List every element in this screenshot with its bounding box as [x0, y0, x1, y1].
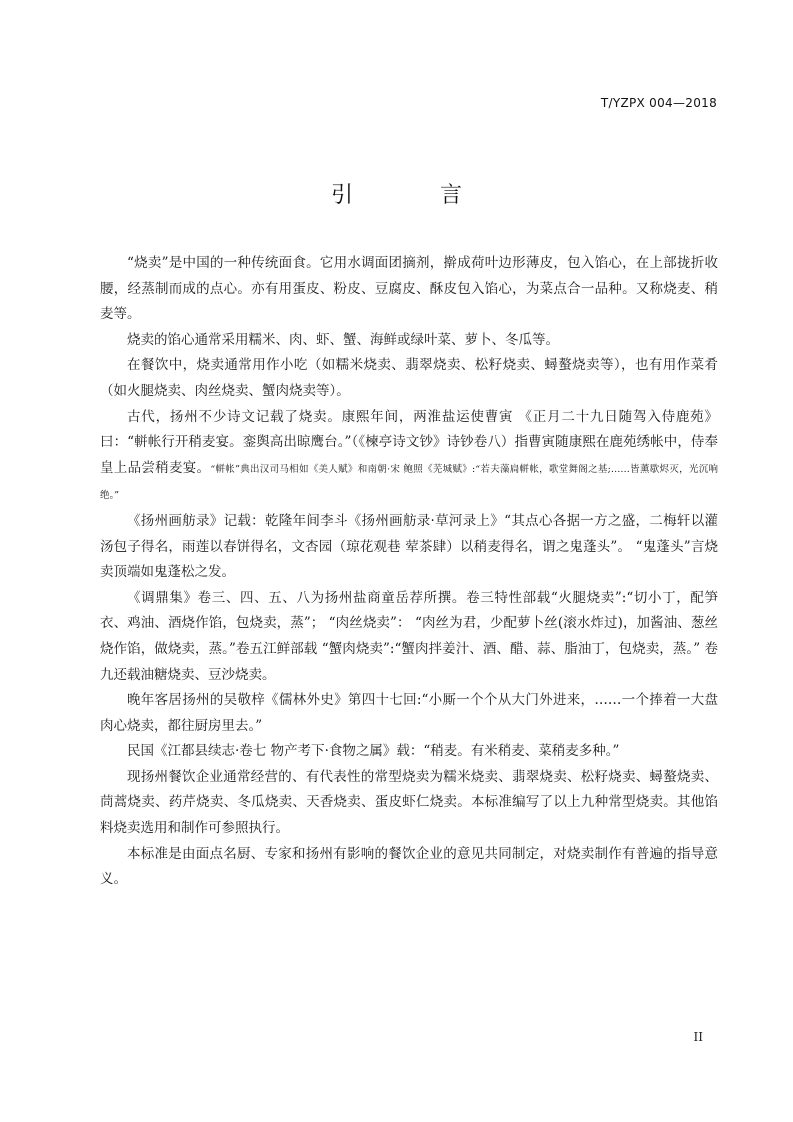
paragraph-3: 在餐饮中，烧卖通常用作小吃（如糯米烧卖、翡翠烧卖、松籽烧卖、蟳螯烧卖等），也有用作菜肴（如火腿烧卖、肉丝烧卖、蟹肉烧卖等）。 [100, 357, 718, 399]
paragraph-4-note: “軿帐”典出汉司马相如《美人赋》和南朝·宋 鲍照《芜城赋》:“若夫藻扃軿帐，歌堂舞阁之基;……皆薰歇烬灭，光沉响绝。” [100, 463, 719, 502]
paragraph-1: “烧卖”是中国的一种传统面食。它用水调面团摘剂，擀成荷叶边形薄皮，包入馅心，在上部拢折收腰，经蒸制而成的点心。亦有用蛋皮、粉皮、豆腐皮、酥皮包入馅心，为菜点合一品种。又称烧麦、稍麦等。 [100, 255, 718, 323]
paragraph-2: 烧卖的馅心通常采用糯米、肉、虾、蟹、海鲜或绿叶菜、萝卜、冬瓜等。 [127, 331, 559, 348]
paragraph-4-main: 古代，扬州不少诗文记载了烧卖。康熙年间，两淮盐运使曹寅 《正月二十九日随驾入侍鹿苑》曰：“軿帐行开稍麦宴。銮舆高出晾鹰台。”（《楝亭诗文钞》诗钞卷八）指曹寅随康熙在鹿苑绣帐中，侍奉皇上品尝稍麦宴。 [100, 408, 718, 476]
document-code: T/YZPX 004—2018 [600, 96, 717, 110]
page-title: 引 言 [331, 183, 502, 208]
paragraph-10: 本标准是由面点名厨、专家和扬州有影响的餐饮企业的意见共同制定，对烧卖制作有普遍的指导意义。 [100, 845, 718, 888]
paragraph-7: 晚年客居扬州的吴敬梓《儒林外史》第四十七回:“小厮一个个从大门外进来，……一个捧着一大盘肉心烧卖，都往厨房里去。” [100, 692, 718, 734]
paragraph-9: 现扬州餐饮企业通常经营的、有代表性的常型烧卖为糯米烧卖、翡翠烧卖、松籽烧卖、蟳螯烧卖、茼蒿烧卖、药芹烧卖、冬瓜烧卖、天香烧卖、蛋皮虾仁烧卖。本标准编写了以上九种常型烧卖。其他馅料烧卖选用和制作可参照执行。 [100, 768, 718, 837]
document-body [100, 251, 718, 893]
paragraph-8: 民国《江都县续志·卷七 物产考下·食物之属》载：“稍麦。有米稍麦、菜稍麦多种。” [127, 743, 620, 760]
paragraph-4 [100, 405, 718, 509]
page-number: II [693, 1030, 703, 1044]
paragraph-5: 《扬州画舫录》记载：乾隆年间李斗《扬州画舫录·草河录上》“其点心各据一方之盛，二梅轩以灌汤包子得名，雨莲以春饼得名，文杏园（琼花观巷 荤茶肆）以稍麦得名，谓之鬼蓬头”。 “鬼蓬头”言烧卖顶端如鬼蓬松之发。 [100, 512, 718, 581]
paragraph-6: 《调鼎集》卷三、四、五、八为扬州盐商童岳荐所撰。卷三特性部载“火腿烧卖”:“切小丁，配笋衣、鸡油、酒烧作馅，包烧卖，蒸”； “肉丝烧卖”： “肉丝为君，少配萝卜丝(滚水炸过)，加酱油、葱丝烧作馅，做烧卖，蒸。”卷五江鲜部载 “蟹肉烧卖”:“蟹肉拌姜汁、酒、醋、蒜、脂油丁，包烧卖，蒸。” 卷九还载油糖烧卖、豆沙烧卖。 [100, 589, 718, 683]
